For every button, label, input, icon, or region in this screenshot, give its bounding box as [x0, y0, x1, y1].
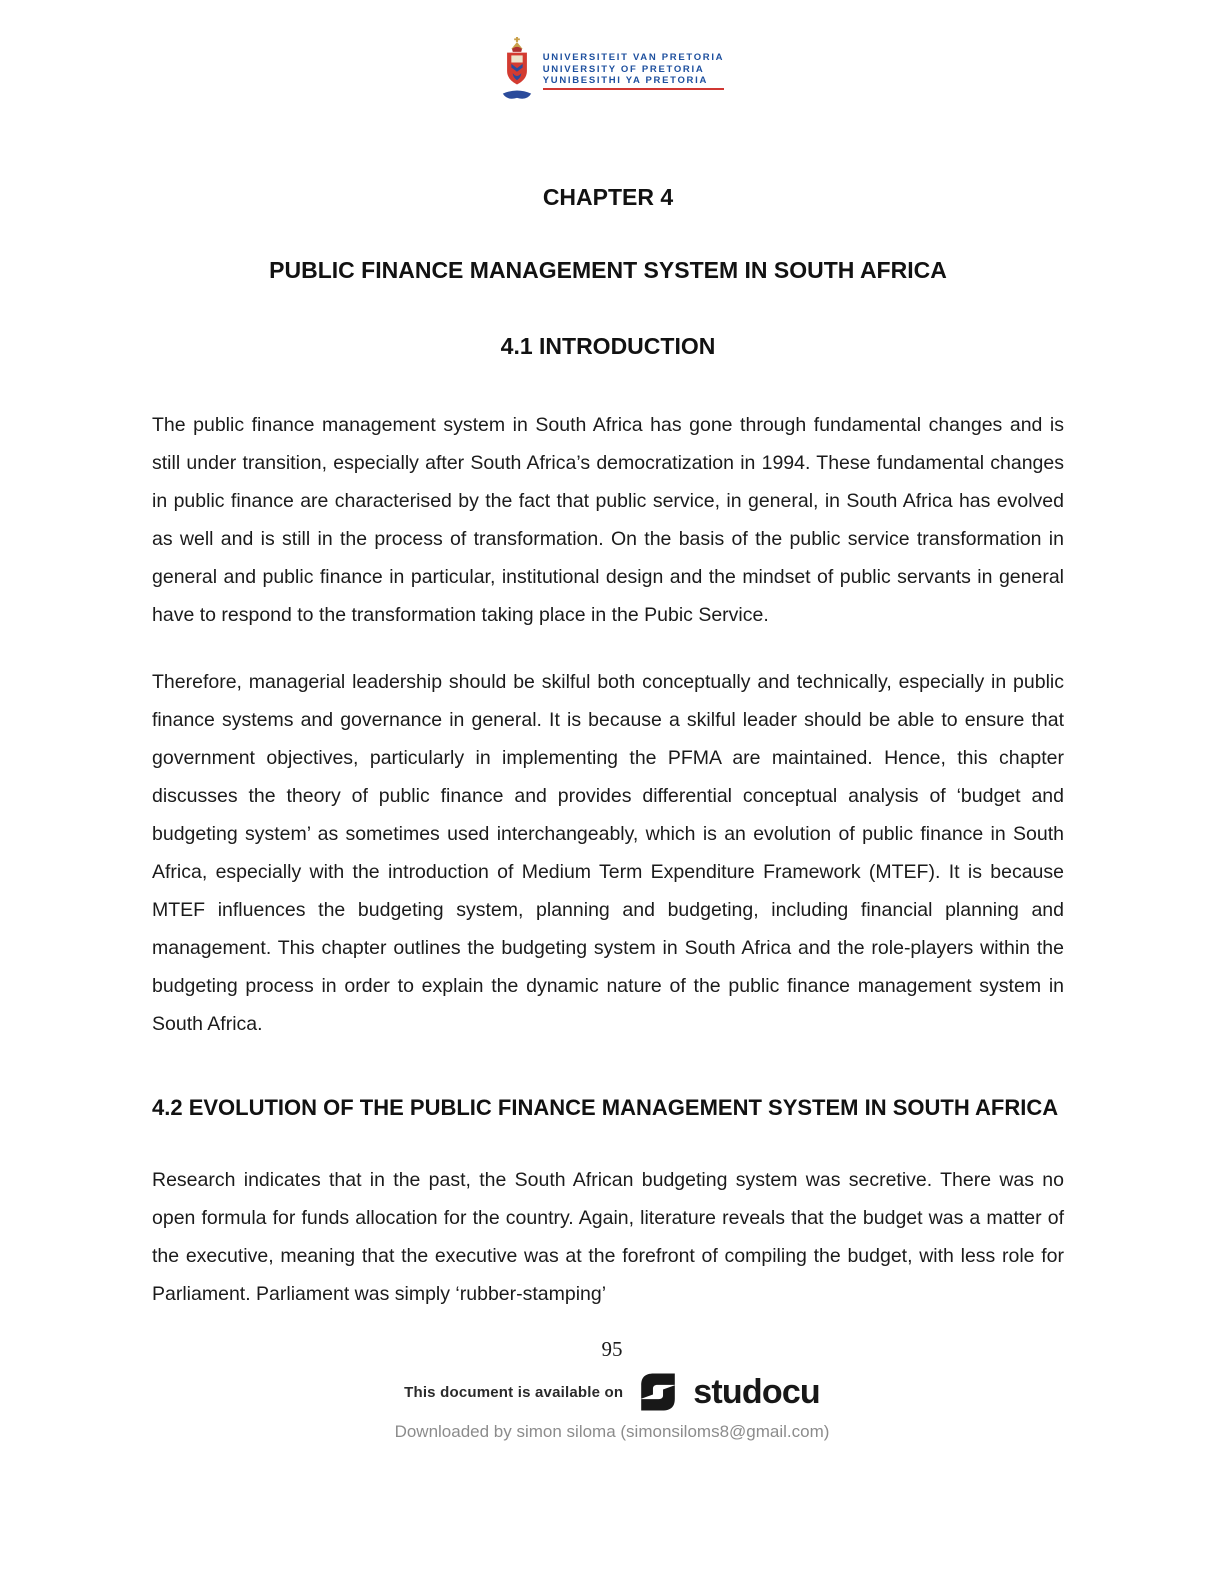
document-content: [152, 184, 1064, 1313]
university-crest-icon: [500, 36, 534, 106]
logo-line-english: UNIVERSITY OF PRETORIA: [542, 63, 705, 75]
download-attribution: Downloaded by simon siloma (simonsiloms8@gmail.com): [394, 1422, 830, 1441]
paragraph-3: Research indicates that in the past, the South African budgeting system was secretive. There was no open formula for funds allocation for the country. Again, literature reveals that the budget was a matter of the executive, meaning that the executive was at the forefront of compiling the budget, with less role for Parliament. Parliament was simply ‘rubber-stamping’: [152, 1169, 1064, 1305]
page-footer: [0, 1337, 1224, 1442]
paragraph-1: The public finance management system in South Africa has gone through fundamental changes and is still under transition, especially after South Africa’s democratization in 1994. These fundamental changes in public finance are characterised by the fact that public service, in general, in South Africa has evolved as well and is still in the process of transformation. On the basis of the public service transformation in general and public finance in particular, institutional design and the mindset of public servants in general have to respond to the transformation taking place in the Pubic Service.: [152, 414, 1064, 626]
logo-line-afrikaans: UNIVERSITEIT VAN PRETORIA: [542, 52, 725, 63]
section-4-1-heading: 4.1 INTRODUCTION: [500, 333, 716, 359]
studocu-wordmark: studocu: [693, 1372, 820, 1411]
page-number: 95: [601, 1337, 623, 1361]
availability-text: This document is available on: [404, 1383, 624, 1401]
studocu-banner: [0, 1368, 1224, 1416]
chapter-title: PUBLIC FINANCE MANAGEMENT SYSTEM IN SOUTH AFRICA: [269, 257, 947, 283]
studocu-logo-icon: [637, 1368, 679, 1416]
section-4-2-heading: 4.2 EVOLUTION OF THE PUBLIC FINANCE MANAGEMENT SYSTEM IN SOUTH AFRICA: [152, 1095, 1059, 1120]
university-logo-text: [543, 52, 725, 90]
university-logo: [0, 0, 1224, 106]
chapter-heading: CHAPTER 4: [542, 184, 674, 210]
paragraph-2: Therefore, managerial leadership should be skilful both conceptually and technically, especially in public finance systems and governance in general. It is because a skilful leader should be able to ensure that government objectives, particularly in implementing the PFMA are maintained. Hence, this chapter discusses the theory of public finance and provides differential conceptual analysis of ‘budget and budgeting system’ as sometimes used interchangeably, which is an evolution of public finance in South Africa, especially with the introduction of Medium Term Expenditure Framework (MTEF). It is because MTEF influences the budgeting system, planning and budgeting, including financial planning and management. This chapter outlines the budgeting system in South Africa and the role-players within the budgeting process in order to explain the dynamic nature of the public finance management system in South Africa.: [152, 671, 1064, 1035]
logo-line-sepedi: YUNIBESITHI YA PRETORIA: [543, 75, 725, 90]
